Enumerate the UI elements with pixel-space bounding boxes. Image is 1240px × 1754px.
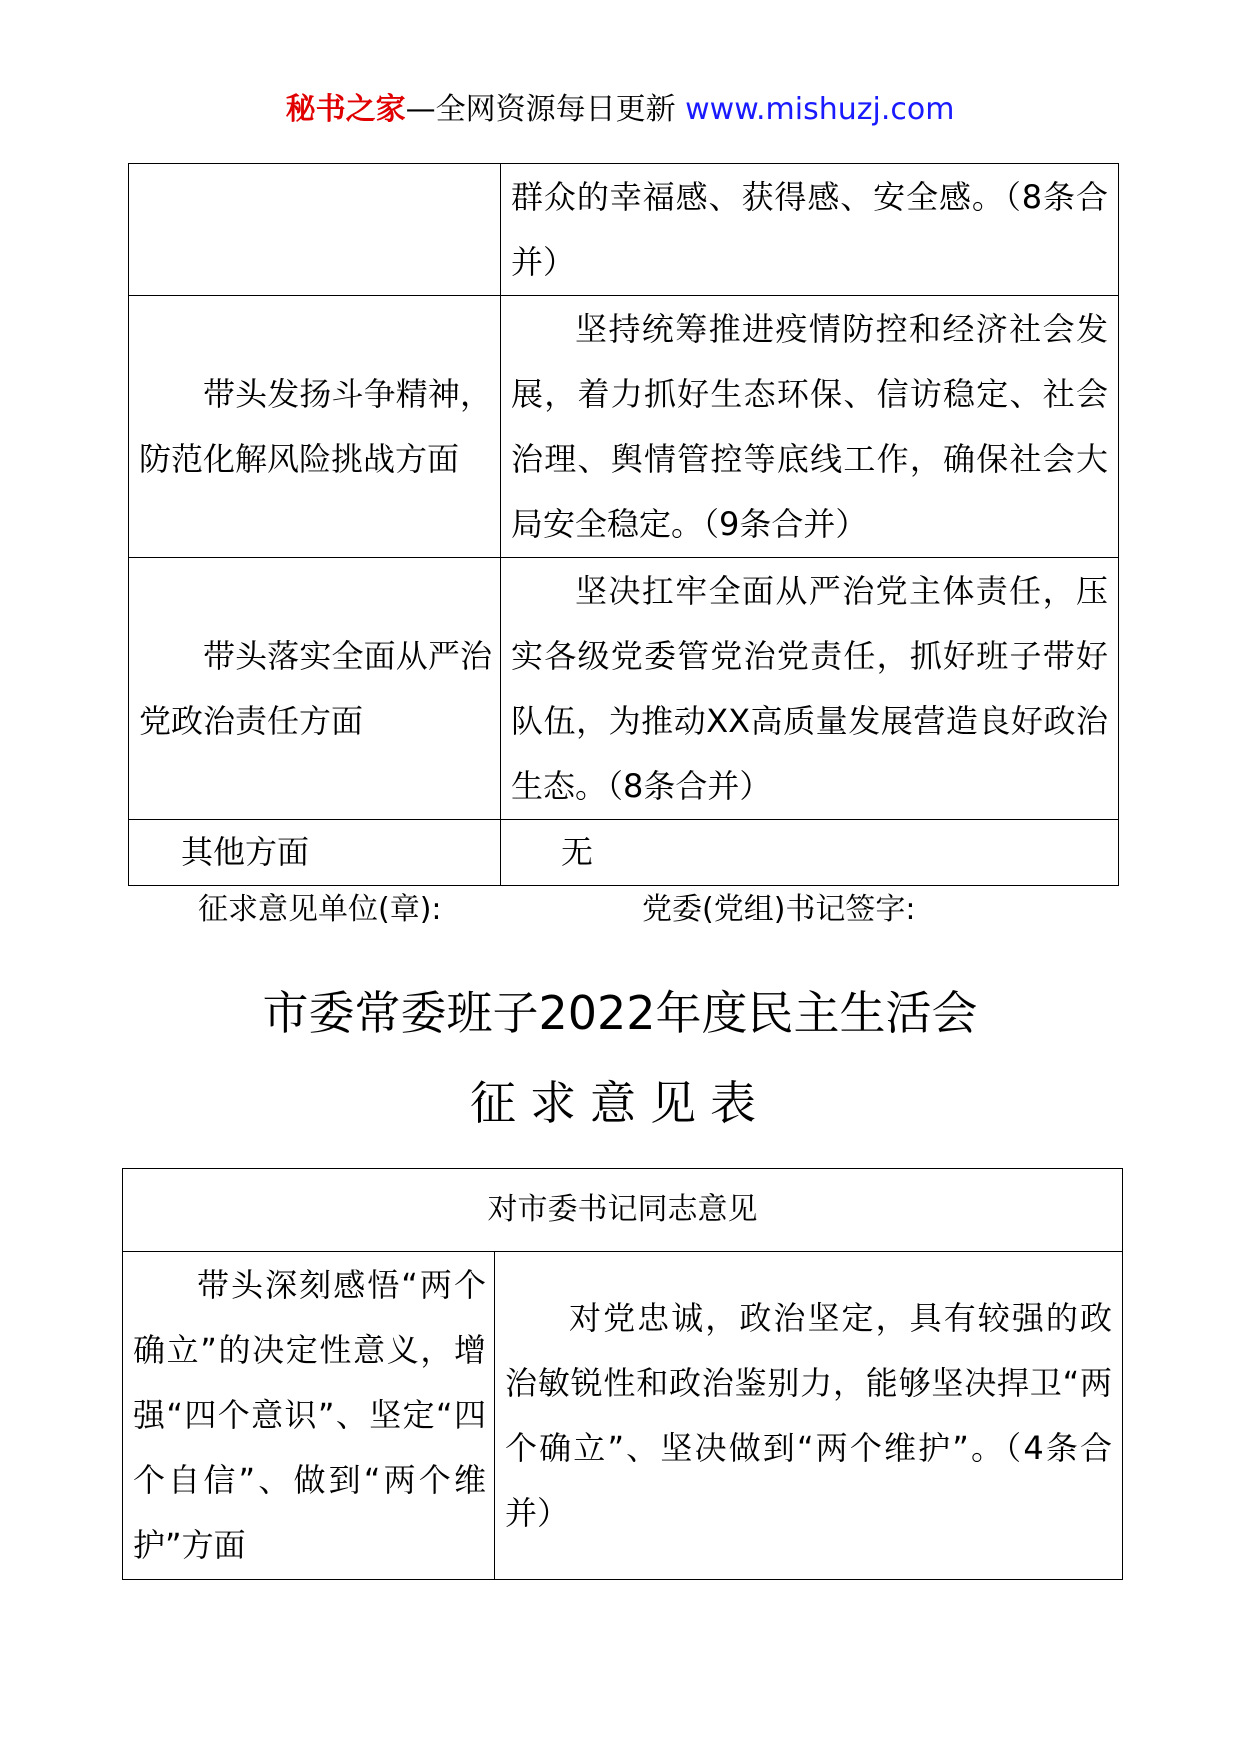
row-content: 群众的幸福感、获得感、安全感。（8条合并） (501, 164, 1119, 296)
table-row (129, 820, 1119, 886)
header-url[interactable]: www.mishuzj.com (685, 92, 955, 127)
table-header: 对市委书记同志意见 (123, 1169, 1123, 1252)
table-row (129, 164, 1119, 296)
table-header-row (123, 1169, 1123, 1252)
header-tagline: —全网资源每日更新 (405, 92, 676, 127)
signature-secretary-label: 党委(党组)书记签字: (642, 892, 916, 927)
opinion-table-continued (128, 163, 1119, 886)
row-content: 对党忠诚，政治坚定，具有较强的政治敏锐性和政治鉴别力，能够坚决捍卫“两个确立”、坚决做到“两个维护”。（4条合并） (495, 1252, 1123, 1580)
row-content: 无 (501, 820, 1119, 886)
row-content: 坚决扛牢全面从严治党主体责任，压实各级党委管党治党责任，抓好班子带好队伍，为推动XX高质量发展营造良好政治生态。（8条合并） (501, 558, 1119, 820)
row-content: 坚持统筹推进疫情防控和经济社会发展，着力抓好生态环保、信访稳定、社会治理、舆情管控等底线工作，确保社会大局安全稳定。（9条合并） (501, 296, 1119, 558)
row-label: 带头深刻感悟“两个确立”的决定性意义，增强“四个意识”、坚定“四个自信”、做到“两个维护”方面 (123, 1252, 495, 1580)
table-row (129, 296, 1119, 558)
page-title: 市委常委班子2022年度民主生活会 (262, 986, 978, 1040)
signature-unit-label: 征求意见单位(章): (198, 892, 442, 927)
row-label (129, 164, 501, 296)
table-row (129, 558, 1119, 820)
row-label: 其他方面 (129, 820, 501, 886)
opinion-table (122, 1168, 1123, 1580)
row-label: 带头发扬斗争精神，防范化解风险挑战方面 (129, 296, 501, 558)
page-subtitle: 征求意见表 (470, 1076, 770, 1130)
table-row (123, 1252, 1123, 1580)
row-label: 带头落实全面从严治党政治责任方面 (129, 558, 501, 820)
page-header (0, 88, 1240, 132)
brand-name: 秘书之家 (285, 92, 406, 127)
